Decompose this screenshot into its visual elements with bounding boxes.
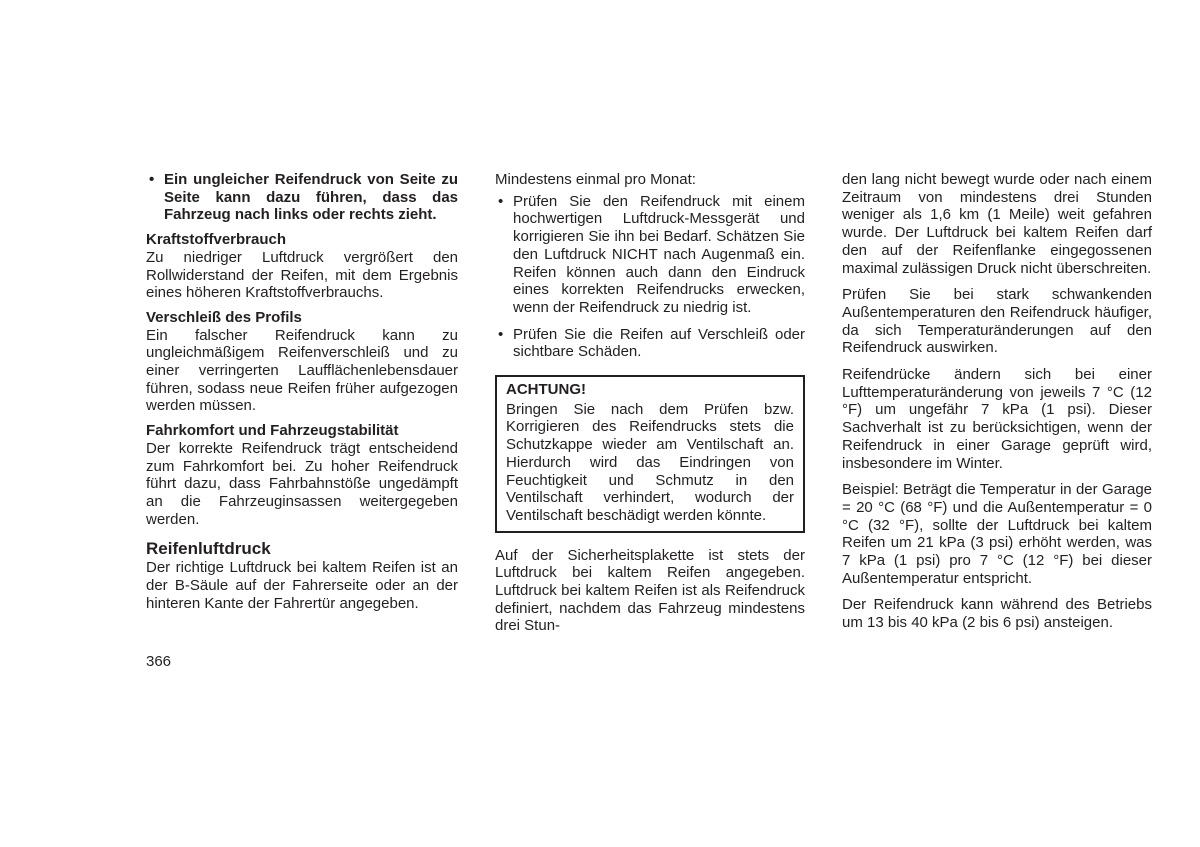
- paragraph: Der Reifendruck kann während des Betriebs um 13 bis 40 kPa (2 bis 6 psi) ansteigen.: [842, 596, 1152, 632]
- paragraph-wear: Ein falscher Reifendruck kann zu ungleichmäßigem Reifenverschleiß und zu einer verringerten Laufflächenlebensdauer führen, sodass neue Reifen früher aufgezogen werden müssen.: [146, 326, 458, 415]
- paragraph: den lang nicht bewegt wurde oder nach einem Zeitraum von mindestens drei Stunden weniger als 1,6 km (1 Meile) weit gefahren wurde. Der Luftdruck bei kaltem Reifen darf den auf der Reifenflanke eingegossenen maximal zulässigen Druck nicht überschreiten.: [842, 171, 1152, 277]
- bullet-dot: •: [498, 192, 504, 210]
- bullet-item: [495, 326, 805, 361]
- bullet-text: Ein ungleicher Reifendruck von Seite zu Seite kann dazu führen, dass das Fahrzeug nach links oder rechts zieht.: [164, 171, 458, 224]
- paragraph: Beispiel: Beträgt die Temperatur in der Garage = 20 °C (68 °F) und die Außentemperatur = 0 °C (32 °F), sollte der Luftdruck bei kaltem Reifen um 21 kPa (3 psi) erhöht werden, was 7 kPa (1 psi) pro 7 °C (12 °F) bei dieser Außentemperatur entspricht.: [842, 481, 1152, 587]
- paragraph: Prüfen Sie bei stark schwankenden Außentemperaturen den Reifendruck häufiger, da sich Temperaturänderungen auf den Reifendruck auswirken.: [842, 286, 1152, 357]
- section-heading-tire-pressure: Reifenluftdruck: [146, 539, 271, 559]
- paragraph-tire-pressure: Der richtige Luftdruck bei kaltem Reifen ist an der B-Säule auf der Fahrerseite oder an der hinteren Kante der Fahrertür angegeben.: [146, 559, 458, 612]
- heading-wear: Verschleiß des Profils: [146, 308, 302, 326]
- paragraph-intro: Mindestens einmal pro Monat:: [495, 171, 696, 188]
- bullet-text: Prüfen Sie den Reifendruck mit einem hochwertigen Luftdruck-Messgerät und korrigieren Sie ihn bei Bedarf. Schätzen Sie den Luftdruck NICHT nach Augenmaß ein. Reifen können auch dann den Eindruck eines korrekten Reifendrucks erwecken, wenn der Reifendruck zu niedrig ist.: [513, 192, 805, 316]
- bullet-text: Prüfen Sie die Reifen auf Verschleiß oder sichtbare Schäden.: [513, 325, 805, 361]
- column-right: [842, 171, 1152, 632]
- paragraph: Reifendrücke ändern sich bei einer Lufttemperaturänderung von jeweils 7 °C (12 °F) um ungefähr 7 kPa (1 psi). Dieser Sachverhalt ist zu berücksichtigen, wenn der Reifendruck in einer Garage geprüft wird, insbesondere im Winter.: [842, 366, 1152, 472]
- bullet-item: [146, 171, 458, 224]
- warning-box: [495, 375, 805, 533]
- paragraph-comfort: Der korrekte Reifendruck trägt entscheidend zum Fahrkomfort bei. Zu hoher Reifendruck führt dazu, dass Fahrbahnstöße ungedämpft an die Fahrzeuginsassen weitergegeben werden.: [146, 439, 458, 528]
- paragraph-cold-pressure: Auf der Sicherheitsplakette ist stets der Luftdruck bei kaltem Reifen angegeben. Luftdruck bei kaltem Reifen ist als Reifendruck definiert, nachdem das Fahrzeug mindestens drei Stun-: [495, 546, 805, 635]
- warning-title: ACHTUNG!: [506, 381, 586, 399]
- bullet-dot: •: [149, 171, 155, 188]
- heading-fuel: Kraftstoffverbrauch: [146, 231, 287, 249]
- column-left: [146, 171, 458, 612]
- heading-comfort: Fahrkomfort und Fahrzeugstabilität: [146, 422, 399, 440]
- column-middle: [495, 171, 805, 635]
- page-number: 366: [146, 653, 172, 670]
- paragraph-fuel: Zu niedriger Luftdruck vergrößert den Rollwiderstand der Reifen, mit dem Ergebnis eines höheren Kraftstoffverbrauchs.: [146, 248, 458, 302]
- bullet-dot: •: [498, 325, 504, 343]
- bullet-item: [495, 193, 805, 317]
- warning-text: Bringen Sie nach dem Prüfen bzw. Korrigieren des Reifendrucks stets die Schutzkappe wieder am Ventilschaft an. Hierdurch wird das Eindringen von Feuchtigkeit und Schmutz in den Ventilschaft verhindert, wodurch der Ventilschaft beschädigt werden könnte.: [506, 400, 794, 524]
